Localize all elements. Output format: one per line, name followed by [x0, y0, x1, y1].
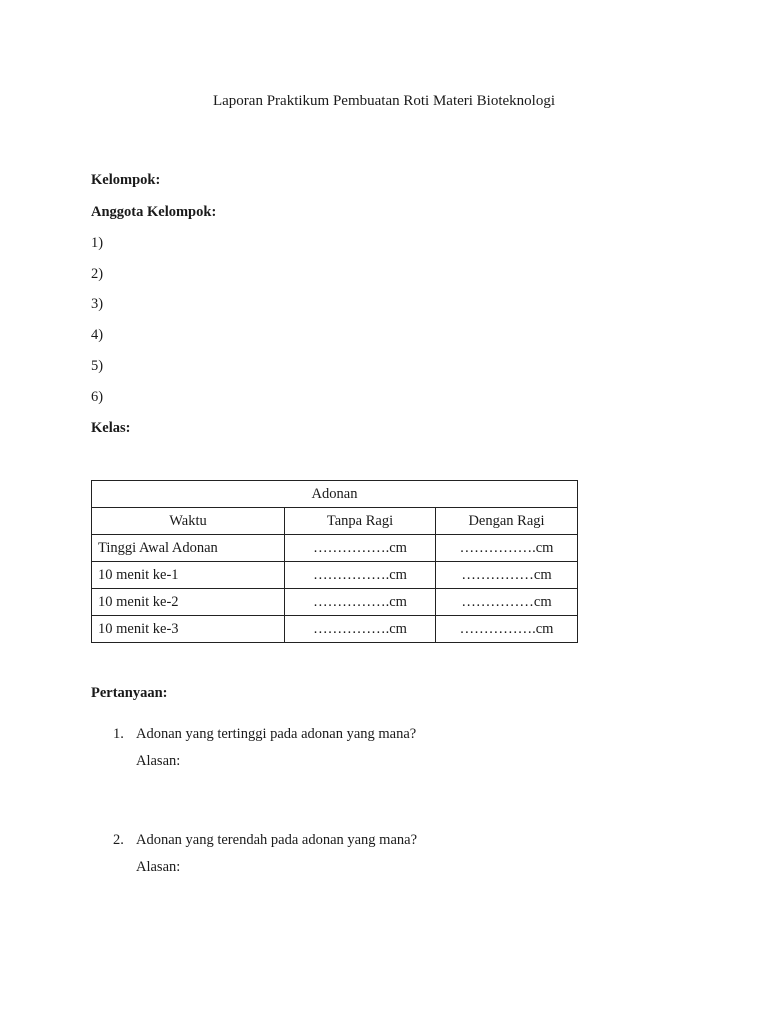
table-cell: ……………cm — [436, 589, 578, 616]
table-cell: 10 menit ke-1 — [92, 562, 285, 589]
question-reason-label: Alasan: — [136, 753, 181, 769]
column-header-waktu: Waktu — [92, 508, 285, 535]
table-caption: Adonan — [92, 481, 578, 508]
table-cell: 10 menit ke-2 — [92, 589, 285, 616]
member-item: 2) — [91, 266, 104, 282]
member-item: 5) — [91, 358, 104, 374]
table-caption-row — [92, 481, 578, 508]
table-row — [92, 535, 578, 562]
question-text: Adonan yang terendah pada adonan yang mana? — [136, 832, 418, 848]
question-number: 2. — [113, 832, 124, 848]
member-item: 6) — [91, 389, 104, 405]
results-table — [91, 480, 578, 643]
table-row — [92, 562, 578, 589]
table-cell: …………….cm — [285, 535, 436, 562]
column-header-tanpa-ragi: Tanpa Ragi — [285, 508, 436, 535]
column-header-dengan-ragi: Dengan Ragi — [436, 508, 578, 535]
table-row — [92, 589, 578, 616]
table-cell: ……………cm — [436, 562, 578, 589]
table-cell: …………….cm — [285, 589, 436, 616]
member-item: 1) — [91, 235, 104, 251]
member-item: 3) — [91, 296, 104, 312]
question-text: Adonan yang tertinggi pada adonan yang mana? — [136, 726, 417, 742]
pertanyaan-heading: Pertanyaan: — [91, 685, 168, 701]
question-reason-label: Alasan: — [136, 859, 181, 875]
table-header-row — [92, 508, 578, 535]
table-cell: Tinggi Awal Adonan — [92, 535, 285, 562]
kelas-label: Kelas: — [91, 420, 131, 436]
table-cell: …………….cm — [436, 616, 578, 643]
table-cell: …………….cm — [285, 616, 436, 643]
table-row — [92, 616, 578, 643]
member-item: 4) — [91, 327, 104, 343]
table-cell: …………….cm — [436, 535, 578, 562]
table-cell: 10 menit ke-3 — [92, 616, 285, 643]
question-number: 1. — [113, 726, 124, 742]
document-title: Laporan Praktikum Pembuatan Roti Materi Bioteknologi — [212, 93, 556, 109]
table-cell: …………….cm — [285, 562, 436, 589]
anggota-kelompok-label: Anggota Kelompok: — [91, 204, 217, 220]
kelompok-label: Kelompok: — [91, 172, 161, 188]
